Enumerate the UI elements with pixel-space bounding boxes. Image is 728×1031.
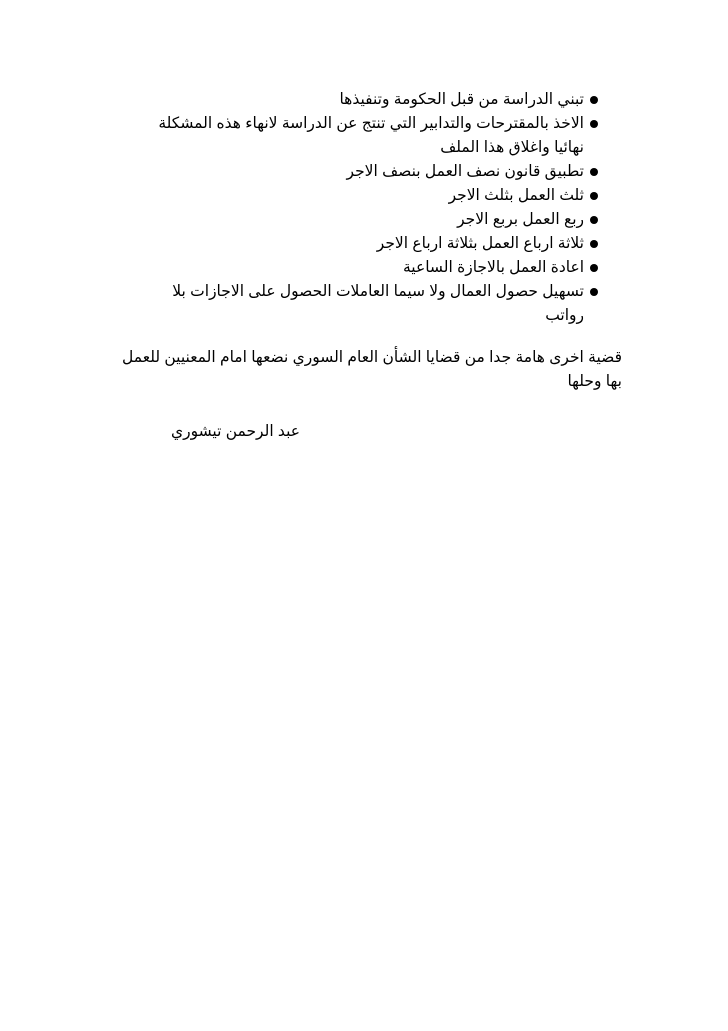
list-item <box>143 232 598 256</box>
list-item-text: تطبيق قانون نصف العمل بنصف الاجر <box>346 163 584 180</box>
bullet-icon <box>590 264 598 272</box>
list-item-text: تبني الدراسة من قبل الحكومة وتنفيذها <box>339 91 584 108</box>
list-item-text: اعادة العمل بالاجازة الساعية <box>402 259 584 276</box>
bullet-icon <box>590 240 598 248</box>
bullet-icon <box>590 120 598 128</box>
bullet-icon <box>590 192 598 200</box>
list-item-text: ثلث العمل بثلث الاجر <box>448 187 584 204</box>
author-signature: عبد الرحمن تيشوري <box>170 423 300 440</box>
bullet-icon <box>590 288 598 296</box>
recommendations-list <box>143 88 598 328</box>
list-item <box>143 112 598 160</box>
list-item-text: ثلاثة ارباع العمل بثلاثة ارباع الاجر <box>376 235 584 252</box>
bullet-icon <box>590 96 598 104</box>
bullet-icon <box>590 168 598 176</box>
list-item-text: ربع العمل بربع الاجر <box>457 211 584 228</box>
list-item-text: تسهيل حصول العمال ولا سيما العاملات الحصول على الاجازات بلا رواتب <box>172 283 584 324</box>
list-item <box>143 184 598 208</box>
bullet-icon <box>590 216 598 224</box>
list-item <box>143 208 598 232</box>
list-item <box>143 160 598 184</box>
list-item <box>143 256 598 280</box>
list-item <box>143 280 598 328</box>
closing-paragraph: قضية اخرى هامة جدا من قضايا الشأن العام السوري نضعها امام المعنيين للعمل بها وحلها <box>122 349 622 390</box>
list-item-text: الاخذ بالمقترحات والتدابير التي تنتج عن الدراسة لانهاء هذه المشكلة نهائيا واغلاق هذا الملف <box>158 115 584 156</box>
list-item <box>143 88 598 112</box>
